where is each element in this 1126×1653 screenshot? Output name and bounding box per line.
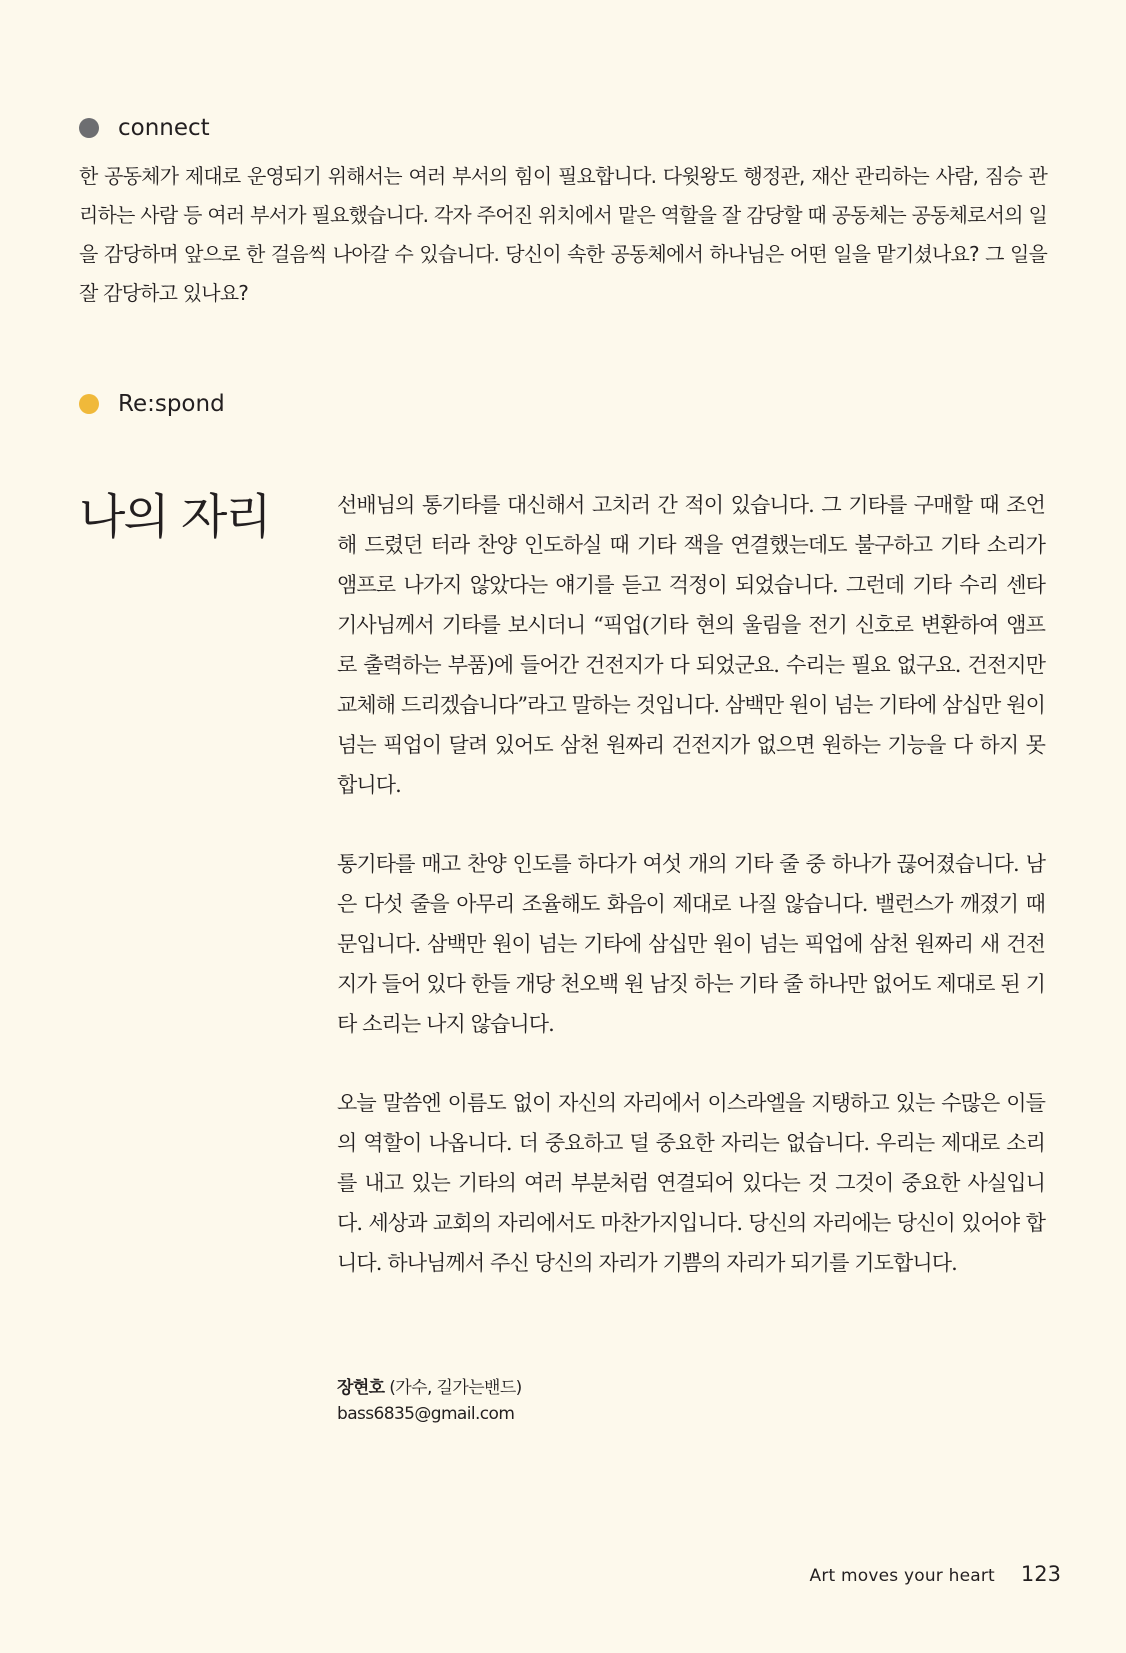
author-email: bass6835@gmail.com xyxy=(337,1404,515,1424)
connect-text: 한 공동체가 제대로 운영되기 위해서는 여러 부서의 힘이 필요합니다. 다윗왕도 행정관, 재산 관리하는 사람, 짐승 관리하는 사람 등 여러 부서가 필요했습니다. 각자 주어진 위치에서 맡은 역할을 잘 감당할 때 공동체는 공동체로서의 일을 감당하며 앞으로 한 걸음씩 나아갈 수 있습니다. 당신이 속한 공동체에서 하나님은 어떤 일을 맡기셨나요? 그 일을 잘 감당하고 있나요? xyxy=(79,164,1047,305)
connect-bullet-icon xyxy=(79,118,99,138)
page-number: 123 xyxy=(1020,1562,1061,1586)
body-paragraph: 통기타를 매고 찬양 인도를 하다가 여섯 개의 기타 줄 중 하나가 끊어졌습니다. 남은 다섯 줄을 아무리 조율해도 화음이 제대로 나질 않습니다. 밸런스가 깨졌기 때문입니다. 삼백만 원이 넘는 기타에 삼십만 원이 넘는 픽업에 삼천 원짜리 새 건전지가 들어 있다 한들 개당 천오백 원 남짓 하는 기타 줄 하나만 없어도 제대로 된 기타 소리는 나지 않습니다. xyxy=(337,852,1045,1036)
page-footer xyxy=(810,1562,1061,1586)
author-block xyxy=(337,1375,522,1427)
respond-section-header xyxy=(79,391,225,417)
respond-bullet-icon xyxy=(79,394,99,414)
footer-tagline: Art moves your heart xyxy=(809,1566,995,1586)
respond-label: Re:spond xyxy=(118,391,225,417)
body-paragraph: 오늘 말씀엔 이름도 없이 자신의 자리에서 이스라엘을 지탱하고 있는 수많은 이들의 역할이 나옵니다. 더 중요하고 덜 중요한 자리는 없습니다. 우리는 제대로 소리를 내고 있는 기타의 여러 부분처럼 연결되어 있다는 것 그것이 중요한 사실입니다. 세상과 교회의 자리에서도 마찬가지입니다. 당신의 자리에는 당신이 있어야 합니다. 하나님께서 주신 당신의 자리가 기쁨의 자리가 되기를 기도합니다. xyxy=(337,1091,1045,1275)
article-body xyxy=(337,485,1045,1322)
article-title: 나의 자리 xyxy=(79,489,270,545)
author-role: (가수, 길가는밴드) xyxy=(384,1378,522,1398)
connect-label: connect xyxy=(118,115,210,141)
body-paragraph: 선배님의 통기타를 대신해서 고치러 간 적이 있습니다. 그 기타를 구매할 때 조언해 드렸던 터라 찬양 인도하실 때 기타 잭을 연결했는데도 불구하고 기타 소리가 앰프로 나가지 않았다는 얘기를 듣고 걱정이 되었습니다. 그런데 기타 수리 센타 기사님께서 기타를 보시더니 “픽업(기타 현의 울림을 전기 신호로 변환하여 앰프로 출력하는 부품)에 들어간 건전지가 다 되었군요. 수리는 필요 없구요. 건전지만 교체해 드리겠습니다”라고 말하는 것입니다. 삼백만 원이 넘는 기타에 삼십만 원이 넘는 픽업이 달려 있어도 삼천 원짜리 건전지가 없으면 원하는 기능을 다 하지 못합니다. xyxy=(337,493,1045,797)
author-line xyxy=(337,1375,522,1401)
author-name: 장현호 xyxy=(337,1378,385,1398)
connect-section-header xyxy=(79,115,210,141)
